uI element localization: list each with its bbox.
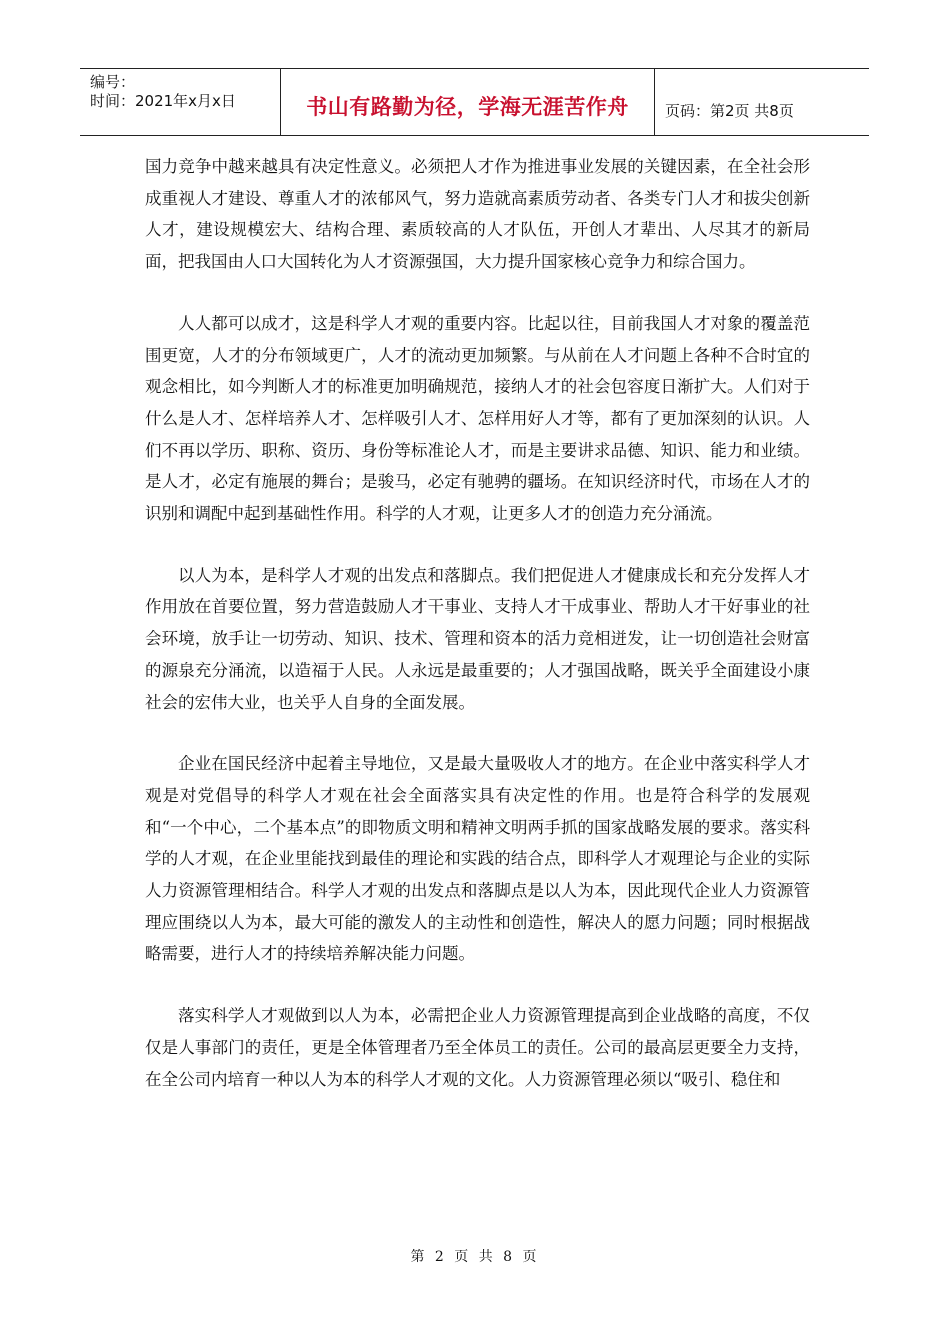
document-time-label: 时间：2021年x月x日 <box>90 92 236 110</box>
header-motto-cell <box>281 69 655 135</box>
paragraph: 落实科学人才观做到以人为本，必需把企业人力资源管理提高到企业战略的高度，不仅仅是人事部门的责任，更是全体管理者乃至全体员工的责任。公司的最高层更要全力支持，在全公司内培育一种以人为本的科学人才观的文化。人力资源管理必须以“吸引、稳住和 <box>145 1006 810 1089</box>
page-footer: 第 2 页 共 8 页 <box>410 1249 540 1265</box>
paragraph: 人人都可以成才，这是科学人才观的重要内容。比起以往，目前我国人才对象的覆盖范围更宽，人才的分布领域更广，人才的流动更加频繁。与从前在人才问题上各种不合时宜的观念相比，如今判断人才的标准更加明确规范，接纳人才的社会包容度日渐扩大。人们对于什么是人才、怎样培养人才、怎样吸引人才、怎样用好人才等，都有了更加深刻的认识。人们不再以学历、职称、资历、身份等标准论人才，而是主要讲求品德、知识、能力和业绩。是人才，必定有施展的舞台；是骏马，必定有驰骋的疆场。在知识经济时代，市场在人才的识别和调配中起到基础性作用。科学的人才观，让更多人才的创造力充分涌流。 <box>145 313 810 524</box>
header-motto: 书山有路勤为径，学海无涯苦作舟 <box>306 95 629 119</box>
header-page-info: 页码：第2页 共8页 <box>665 101 794 120</box>
page-header <box>80 68 869 136</box>
document-body <box>145 151 810 1095</box>
document-number-label: 编号： <box>90 73 136 91</box>
paragraph-continued: 国力竞争中越来越具有决定性意义。必须把人才作为推进事业发展的关键因素，在全社会形成重视人才建设、尊重人才的浓郁风气，努力造就高素质劳动者、各类专门人才和拔尖创新人才，建设规模宏大、结构合理、素质较高的人才队伍，开创人才辈出、人尽其才的新局面，把我国由人口大国转化为人才资源强国，大力提升国家核心竞争力和综合国力。 <box>145 157 810 272</box>
paragraph: 企业在国民经济中起着主导地位，又是最大量吸收人才的地方。在企业中落实科学人才观是对党倡导的科学人才观在社会全面落实具有决定性的作用。也是符合科学的发展观和“一个中心，二个基本点”的即物质文明和精神文明两手抓的国家战略发展的要求。落实科学的人才观，在企业里能找到最佳的理论和实践的结合点，即科学人才观理论与企业的实际人力资源管理相结合。科学人才观的出发点和落脚点是以人为本，因此现代企业人力资源管理应围绕以人为本，最大可能的激发人的主动性和创造性，解决人的愿力问题；同时根据战略需要，进行人才的持续培养解决能力问题。 <box>145 754 810 964</box>
paragraph: 以人为本，是科学人才观的出发点和落脚点。我们把促进人才健康成长和充分发挥人才作用放在首要位置，努力营造鼓励人才干事业、支持人才干成事业、帮助人才干好事业的社会环境，放手让一切劳动、知识、技术、管理和资本的活力竞相迸发，让一切创造社会财富的源泉充分涌流，以造福于人民。人永远是最重要的；人才强国战略，既关乎全面建设小康社会的宏伟大业，也关乎人自身的全面发展。 <box>145 565 810 712</box>
header-meta <box>80 69 281 135</box>
